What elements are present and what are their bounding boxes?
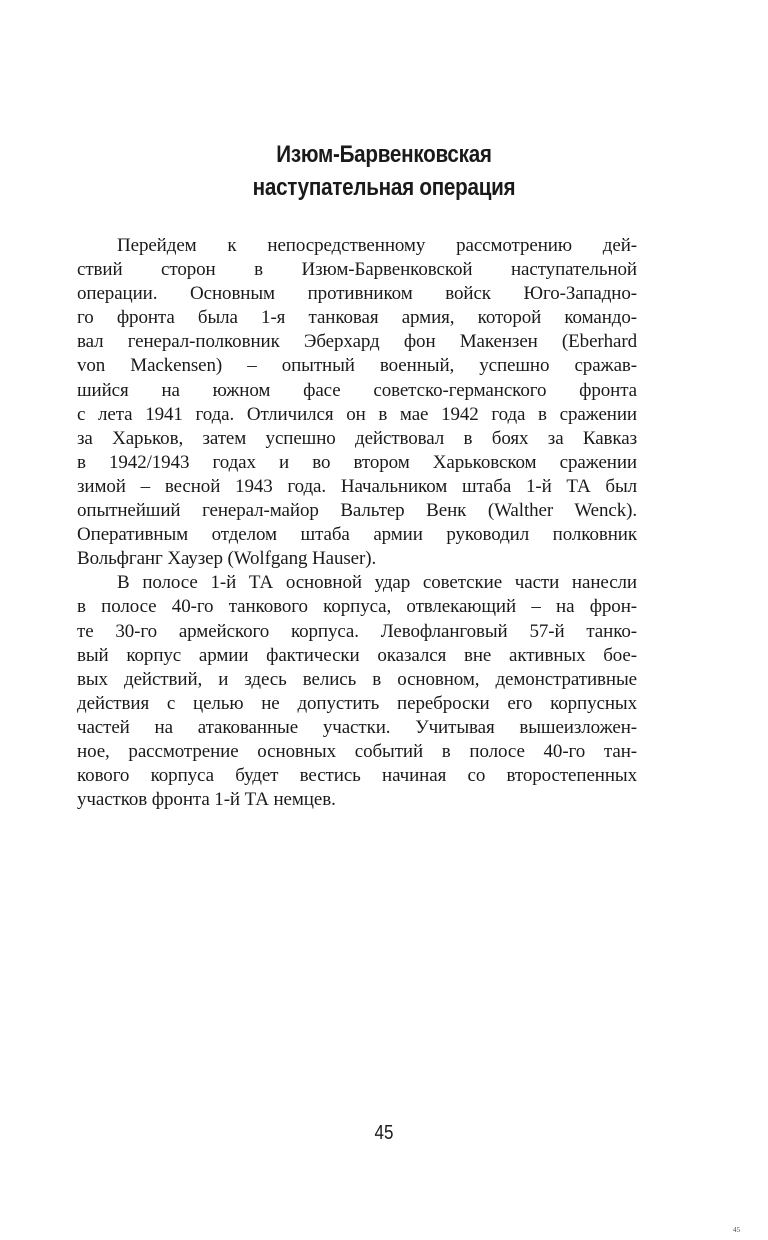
text-line: von Mackensen) – опытный военный, успешно сражав- [77,355,637,377]
text-line: го фронта была 1-я танковая армия, которой командо- [77,307,637,329]
text-line: Перейдем к непосредственному рассмотрению дей- [117,235,637,256]
text-line: действия с целью не допустить переброски его корпусных [77,692,637,714]
text-line: в полосе 40-го танкового корпуса, отвлекающий – на фрон- [77,596,637,618]
text-line: вал генерал-полковник Эберхард фон Макензен (Eberhard [77,331,637,353]
text-line: шийся на южном фасе советско-германского фронта [77,379,637,401]
paragraph-1 [77,234,637,571]
text-line: Вольфганг Хаузер (Wolfgang Hauser). [77,548,377,570]
chapter-title [54,138,714,204]
body-text [77,234,637,812]
text-line: ное, рассмотрение основных событий в полосе 40-го тан- [77,740,637,762]
text-line: те 30-го армейского корпуса. Левофланговый 57-й танко- [77,620,637,642]
text-line: опытнейший генерал-майор Вальтер Венк (Walther Wenck). [77,500,637,522]
chapter-title-line-2: наступательная операция [252,174,516,201]
text-line: участков фронта 1-й ТА немцев. [77,789,336,811]
text-line: в 1942/1943 годах и во втором Харьковском сражении [77,451,637,473]
text-line: зимой – весной 1943 года. Начальником штаба 1-й ТА был [77,475,637,497]
page-number: 45 [374,1122,394,1144]
text-line: ствий сторон в Изюм-Барвенковской наступательной [77,259,637,281]
text-line: вый корпус армии фактически оказался вне активных бое- [77,644,637,666]
text-line: за Харьков, затем успешно действовал в боях за Кавказ [77,427,637,449]
text-line: с лета 1941 года. Отличился он в мае 1942 года в сражении [77,403,637,425]
paragraph-2 [77,571,637,812]
text-line: вых действий, и здесь велись в основном, демонстративные [77,668,637,690]
text-line: В полосе 1-й ТА основной удар советские части нанесли [117,572,637,594]
text-line: кового корпуса будет вестись начиная со второстепенных [77,765,637,787]
corner-page-number: 45 [733,1226,740,1234]
text-line: Оперативным отделом штаба армии руководил полковник [77,524,637,546]
text-line: операции. Основным противником войск Юго-Западно- [77,283,637,305]
text-line: частей на атакованные участки. Учитывая вышеизложен- [77,716,637,738]
chapter-title-line-1: Изюм-Барвенковская [276,141,492,168]
